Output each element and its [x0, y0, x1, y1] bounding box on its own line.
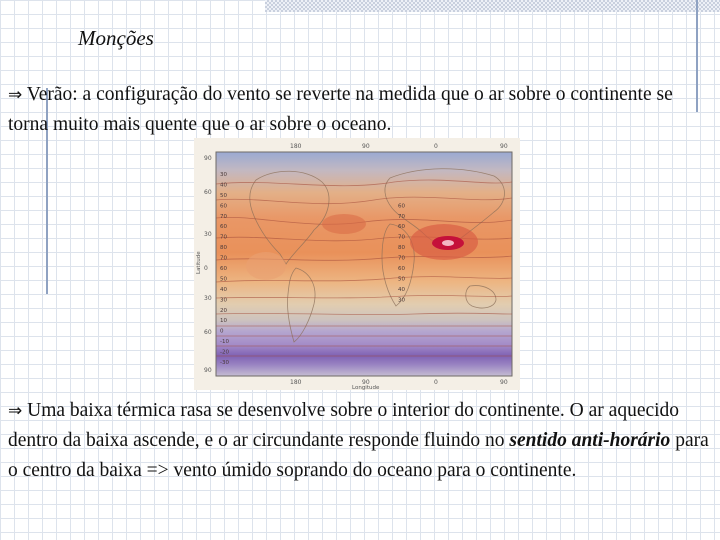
- contour-value-label: 70: [220, 234, 227, 241]
- contour-value-label: 40: [220, 182, 227, 189]
- contour-value-label: 50: [220, 276, 227, 283]
- tick-label-bottom: 90: [362, 379, 370, 386]
- paragraph-text: Verão: a configuração do vento se reverte na medida que o ar sobre o continente se torna muito mais quente que o ar sobre o oceano.: [8, 84, 673, 135]
- contour-value-label: 60: [398, 224, 405, 231]
- paragraph-text: Uma baixa térmica rasa se desenvolve sobre o interior do continente. O ar aquecido dentro da baixa ascende, e o ar circundante responde fluindo no: [8, 400, 680, 451]
- temperature-map-figure: [194, 138, 520, 390]
- tick-label-left: 30: [204, 231, 212, 238]
- contour-value-label: 70: [398, 213, 405, 220]
- contour-value-label: -30: [220, 360, 229, 366]
- implies-arrow-icon: ⇒: [8, 401, 23, 421]
- contour-value-label: 70: [220, 213, 227, 220]
- contour-value-label: 80: [220, 245, 227, 252]
- contour-value-label: 20: [220, 307, 227, 314]
- hot-center: [442, 240, 454, 246]
- contour-value-label: 70: [220, 255, 227, 262]
- contour-value-label: 0: [220, 328, 224, 335]
- tick-label-top: 90: [362, 143, 370, 150]
- tick-label-top: 90: [500, 143, 508, 150]
- bullet-paragraph-thermal-low: [8, 396, 714, 486]
- implies-arrow-icon: ⇒: [8, 85, 23, 105]
- contour-value-label: 80: [398, 245, 405, 252]
- temperature-map: [194, 138, 520, 390]
- tick-label-bottom: 90: [500, 379, 508, 386]
- contour-value-label: 50: [398, 276, 405, 283]
- contour-value-label: -20: [220, 349, 229, 356]
- warm-zone: [322, 214, 366, 234]
- contour-value-label: 60: [398, 266, 405, 272]
- contour-value-label: 60: [220, 203, 227, 210]
- contour-value-label: 70: [398, 255, 405, 262]
- warm-zone: [246, 252, 286, 280]
- y-axis-label: Latitude: [196, 251, 202, 274]
- contour-value-label: 60: [398, 203, 405, 210]
- emphasized-term: sentido anti-horário: [509, 430, 671, 451]
- contour-value-label: 50: [220, 192, 227, 199]
- tick-label-left: 0: [204, 265, 208, 272]
- contour-value-label: 30: [398, 297, 405, 304]
- tick-label-top: 0: [434, 143, 438, 150]
- tick-label-left: 60: [204, 189, 212, 196]
- x-axis-label: Longitude: [352, 385, 380, 390]
- contour-value-label: 60: [220, 224, 227, 231]
- slide-title: Monções: [78, 26, 154, 50]
- contour-value-label: 40: [220, 286, 227, 293]
- paragraph-text: para o centro da baixa => vento úmido soprando do oceano para o continente.: [8, 430, 709, 481]
- decorative-top-strip: [265, 0, 720, 12]
- contour-value-label: -10: [220, 339, 229, 346]
- contour-value-label: 30: [220, 172, 227, 178]
- bullet-paragraph-summer: [8, 80, 714, 140]
- contour-value-label: 40: [398, 286, 405, 293]
- tick-label-left: 90: [204, 155, 212, 162]
- contour-value-label: 70: [398, 234, 405, 241]
- tick-label-bottom: 180: [290, 379, 302, 386]
- contour-value-label: 60: [220, 266, 227, 272]
- contour-value-label: 30: [220, 297, 227, 304]
- tick-label-left: 30: [204, 295, 212, 302]
- tick-label-top: 180: [290, 143, 302, 150]
- tick-label-bottom: 0: [434, 379, 438, 386]
- contour-value-label: 10: [220, 318, 227, 325]
- tick-label-left: 90: [204, 367, 212, 374]
- tick-label-left: 60: [204, 329, 212, 336]
